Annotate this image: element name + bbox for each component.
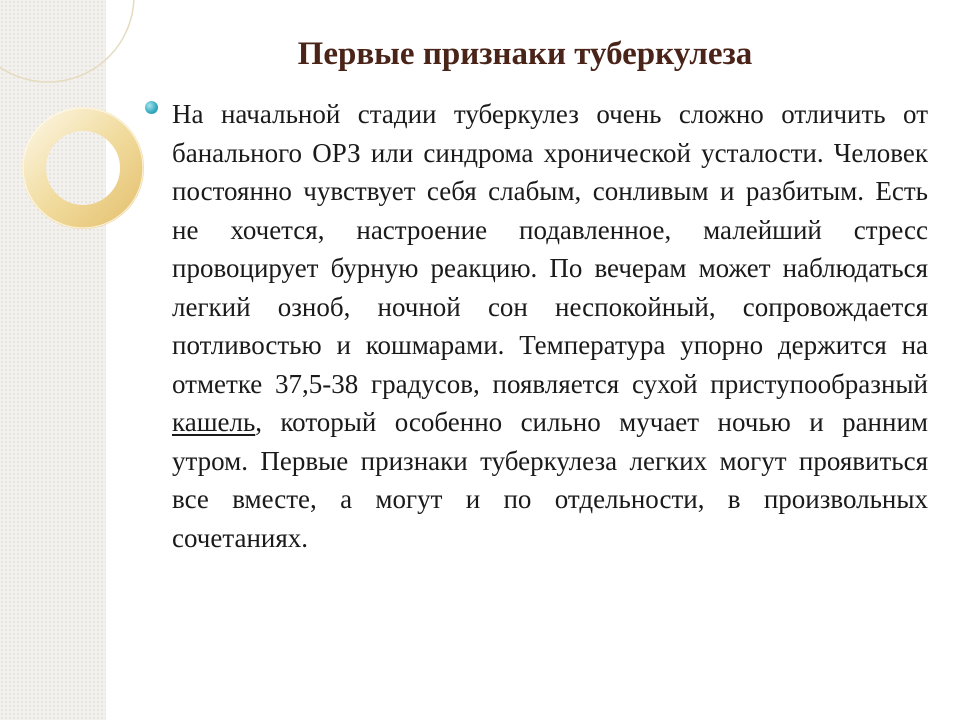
golden-ring — [34, 119, 132, 217]
paragraph-text-part-2: , который особенно сильно мучает ночью и ранним утром. Первые признаки туберкулеза легких могут проявиться все вместе, а могут и по отдельности, в произвольных сочетаниях. — [172, 407, 928, 553]
thin-ring-arc — [0, 0, 134, 82]
link-cough[interactable]: кашель — [172, 407, 256, 437]
bullet-icon — [145, 101, 158, 114]
body-paragraph — [172, 95, 928, 557]
slide-title: Первые признаки туберкулеза — [297, 36, 753, 72]
paragraph-text-part-1: На начальной стадии туберкулез очень сложно отличить от банального ОРЗ или синдрома хронической усталости. Человек постоянно чувствует себя слабым, сонливым и разбитым. Есть не хочется, настроение подавленное, малейший стресс провоцирует бурную реакцию. По вечерам может наблюдаться легкий озноб, ночной сон неспокойный, сопровождается потливостью и кошмарами. Температура упорно держится на отметке 37,5-38 градусов, появляется сухой приступообразный — [172, 99, 928, 399]
